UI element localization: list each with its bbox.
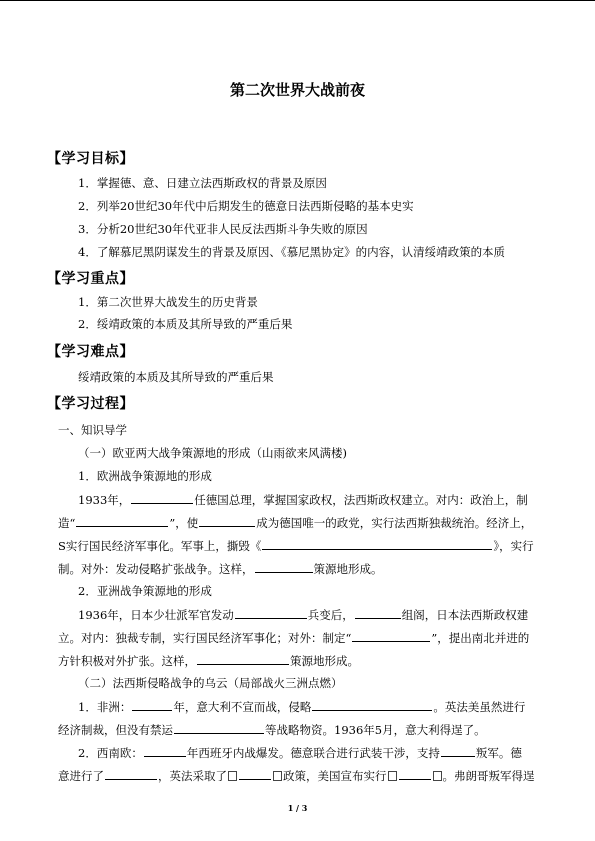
europe-paragraph-line: 制。对外：发动侵略扩张战争。这样， 策源地形成。: [58, 562, 383, 576]
fill-blank[interactable]: [399, 768, 431, 780]
checkbox-icon: [273, 771, 282, 781]
asia-paragraph-line: 1936年，日本少壮派军官发动 兵变后， 组阁，日本法西斯政权建: [78, 608, 529, 622]
spain-paragraph-line: 2．西南欧： 年西班牙内战爆发。德意联合进行武装干涉，支持 叛军。德: [78, 746, 522, 760]
page-number: 1 / 3: [287, 803, 308, 813]
objective-item: 1．掌握德、意、日建立法西斯政权的背景及原因: [78, 176, 327, 190]
checkbox-icon: [228, 771, 237, 781]
asia-paragraph-line: 方针积极对外扩张。这样， 策源地形成。: [58, 654, 359, 668]
fill-blank[interactable]: [352, 630, 430, 642]
spain-paragraph-line: 意进行了 ，英法采取了 政策，美国宣布实行 。弗朗哥叛军得逞: [58, 769, 535, 783]
key-point-item: 1．第二次世界大战发生的历史背景: [78, 295, 258, 309]
objectives-heading: 【学习目标】: [47, 151, 134, 167]
fill-blank[interactable]: [262, 538, 492, 550]
objective-item: 4．了解慕尼黑阴谋发生的背景及原因、《慕尼黑协定》的内容，认清绥靖政策的本质: [78, 245, 506, 259]
fill-blank[interactable]: [199, 515, 255, 527]
europe-title: 1．欧洲战争策源地的形成: [78, 469, 212, 483]
europe-paragraph-line: 1933年， 任德国总理，掌握国家政权，法西斯政权建立。对内：政治上，制: [78, 493, 528, 507]
key-point-item: 2．绥靖政策的本质及其所导致的严重后果: [78, 317, 293, 331]
process-heading: 【学习过程】: [47, 396, 134, 412]
fill-blank[interactable]: [197, 653, 289, 665]
difficulty-item: 绥靖政策的本质及其所导致的严重后果: [78, 370, 274, 384]
europe-paragraph-line: 造“ ”，使 成为德国唯一的政党，实行法西斯独裁统治。经济上，: [58, 516, 533, 530]
document-title: 第二次世界大战前夜: [229, 81, 365, 99]
subsection-title: （二）法西斯侵略战争的乌云（局部战火三洲点燃）: [78, 676, 343, 690]
fill-blank[interactable]: [355, 607, 401, 619]
fill-blank[interactable]: [441, 745, 475, 757]
subsection-title: （一）欧亚两大战争策源地的形成（山雨欲来风满楼): [78, 446, 347, 460]
fill-blank[interactable]: [255, 561, 313, 573]
fill-blank[interactable]: [131, 492, 193, 504]
fill-blank[interactable]: [174, 722, 264, 734]
page-top-rule: [0, 0, 595, 1]
asia-title: 2．亚洲战争策源地的形成: [78, 584, 212, 598]
fill-blank[interactable]: [239, 768, 271, 780]
key-points-heading: 【学习重点】: [47, 271, 134, 287]
fill-blank[interactable]: [132, 699, 172, 711]
europe-paragraph-line: S实行国民经济军事化。军事上，撕毁《 》，实行: [58, 539, 534, 553]
guide-label: 一、知识导学: [58, 423, 127, 437]
objective-item: 2．列举20世纪30年代中后期发生的德意日法西斯侵略的基本史实: [78, 199, 414, 213]
difficulties-heading: 【学习难点】: [47, 344, 134, 360]
checkbox-icon: [433, 771, 442, 781]
objective-item: 3．分析20世纪30年代亚非人民反法西斯斗争失败的原因: [78, 222, 368, 236]
africa-paragraph-line: 1．非洲： 年，意大利不宣而战，侵略 。英法美虽然进行: [78, 700, 526, 714]
africa-paragraph-line: 经济制裁，但没有禁运 等战略物资。1936年5月，意大利得逞了。: [58, 723, 486, 737]
fill-blank[interactable]: [235, 607, 307, 619]
fill-blank[interactable]: [76, 515, 168, 527]
asia-paragraph-line: 立。对内：独裁专制，实行国民经济军事化；对外：制定“ ”，提出南北并进的: [58, 631, 530, 645]
fill-blank[interactable]: [105, 768, 157, 780]
fill-blank[interactable]: [312, 699, 432, 711]
checkbox-icon: [388, 771, 397, 781]
fill-blank[interactable]: [144, 745, 186, 757]
